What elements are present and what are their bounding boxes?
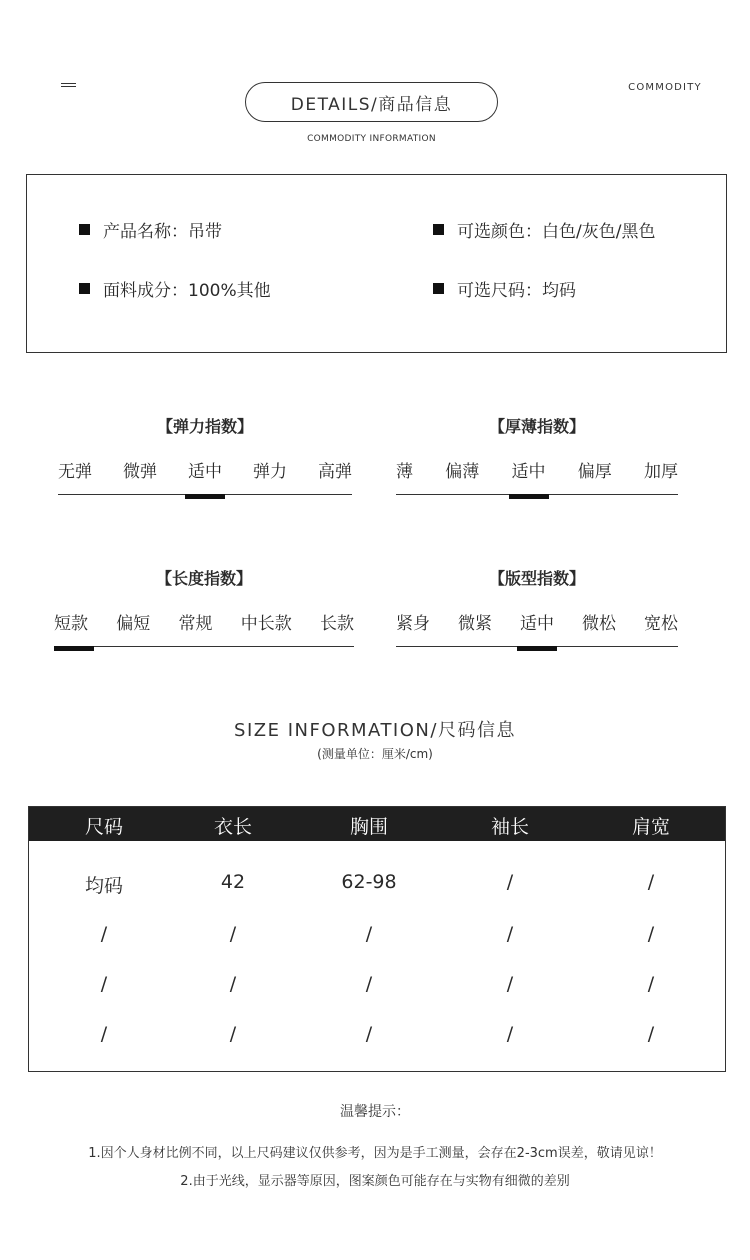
index-option: 微松 [582,614,616,634]
material-text: 面料成分：100%其他 [103,281,271,301]
table-cell: 42 [220,871,246,893]
table-cell: / [365,923,373,945]
index-title: 【厚薄指数】 [488,417,585,436]
table-cell: / [647,973,655,995]
index-options [396,457,678,482]
table-cell: 均码 [84,875,123,897]
elasticity-index [58,414,352,499]
table-cell: / [100,923,108,945]
index-option: 加厚 [644,462,678,482]
index-scale [396,494,678,499]
index-scale [396,646,678,651]
square-bullet-icon [79,224,90,235]
length-index [54,566,354,651]
menu-lines-icon [61,83,76,90]
index-option: 微紧 [458,614,492,634]
table-cell: / [229,973,237,995]
index-option: 适中 [511,462,546,482]
tip-line-1: 1.因个人身材比例不同，以上尺码建议仅供参考，因为是手工测量，会存在2-3cm误差，敬请见谅！ [88,1146,662,1161]
table-header [29,807,725,841]
column-header: 肩宽 [631,816,670,838]
square-bullet-icon [433,224,444,235]
corner-label: COMMODITY [628,82,702,93]
index-selected-marker [54,646,94,651]
index-option: 弹力 [253,462,287,482]
index-option: 常规 [178,614,213,634]
size-info-title: SIZE INFORMATION/尺码信息 [234,720,516,741]
table-cell: / [647,871,655,893]
index-option: 适中 [520,614,554,634]
size-info-unit: (测量单位：厘米/cm) [317,747,433,761]
index-option: 宽松 [644,614,678,634]
index-selected-marker [517,646,557,651]
table-cell: / [506,923,514,945]
table-cell: 62-98 [341,871,397,893]
index-option: 偏薄 [445,462,480,482]
table-cell: / [647,923,655,945]
column-header: 衣长 [213,816,252,838]
product-info-box [26,174,727,353]
square-bullet-icon [433,283,444,294]
fit-index [396,566,678,651]
index-option: 紧身 [396,614,430,634]
product-name-text: 产品名称：吊带 [103,222,222,242]
thickness-index [396,414,678,499]
info-item-product-name [79,217,222,242]
index-selected-marker [509,494,549,499]
index-scale [54,646,354,651]
index-option: 短款 [54,614,88,634]
index-option: 偏短 [116,614,151,634]
index-option: 微弹 [123,462,157,482]
index-selected-marker [185,494,225,499]
square-bullet-icon [79,283,90,294]
details-subtitle: COMMODITY INFORMATION [307,134,436,144]
table-cell: / [647,1023,655,1045]
index-options [396,609,678,634]
table-cell: / [229,923,237,945]
sizes-text: 可选尺码：均码 [457,281,576,301]
column-header: 尺码 [84,816,123,838]
index-option: 无弹 [58,462,92,482]
table-cell: / [100,1023,108,1045]
column-header: 胸围 [349,816,388,838]
index-scale [58,494,352,499]
index-option: 适中 [188,462,222,482]
index-option: 长款 [320,614,354,634]
info-item-material [79,276,271,301]
index-options [58,457,352,482]
tips-title: 温馨提示： [340,1104,410,1120]
info-item-sizes [433,276,576,301]
table-cell: / [506,871,514,893]
index-options [54,609,354,634]
index-title: 【弹力指数】 [156,417,253,436]
table-cell: / [506,973,514,995]
details-title-pill: DETAILS/商品信息 [245,82,498,122]
index-option: 偏厚 [577,462,612,482]
index-baseline [54,646,354,647]
column-header: 袖长 [490,816,529,838]
table-cell: / [229,1023,237,1045]
table-cell: / [506,1023,514,1045]
table-cell: / [365,973,373,995]
index-title: 【版型指数】 [488,569,585,588]
size-table [28,806,726,1072]
table-cell: / [365,1023,373,1045]
index-option: 高弹 [318,462,352,482]
colors-text: 可选颜色：白色/灰色/黑色 [457,222,656,242]
index-title: 【长度指数】 [155,569,252,588]
index-option: 中长款 [240,614,292,634]
table-cell: / [100,973,108,995]
index-option: 薄 [396,462,413,482]
tip-line-2: 2.由于光线，显示器等原因，图案颜色可能存在与实物有细微的差别 [180,1174,570,1189]
info-item-colors [433,217,655,242]
